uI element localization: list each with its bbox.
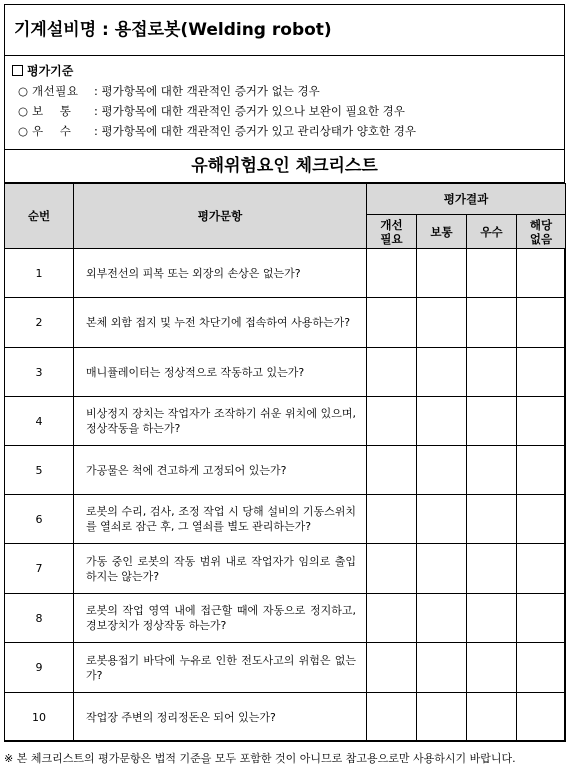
criteria-section (4, 56, 565, 150)
criteria-heading (12, 62, 73, 80)
result-cell-needs-improvement[interactable] (367, 397, 417, 446)
row-question: 로봇용접기 바닥에 누유로 인한 전도사고의 위험은 없는가? (74, 643, 367, 693)
result-cell-excellent[interactable] (467, 298, 517, 348)
row-number: 4 (5, 397, 74, 446)
result-cell-needs-improvement[interactable] (367, 249, 417, 298)
table-row (5, 544, 566, 594)
criteria-label: 개선필요 (32, 84, 79, 98)
row-number: 7 (5, 544, 74, 594)
result-cell-not-applicable[interactable] (517, 495, 566, 544)
row-number: 1 (5, 249, 74, 298)
header-no: 순번 (5, 184, 74, 249)
table-row (5, 298, 566, 348)
criteria-desc: : 평가항목에 대한 객관적인 증거가 없는 경우 (94, 84, 320, 98)
table-row (5, 693, 566, 742)
row-number: 6 (5, 495, 74, 544)
result-cell-not-applicable[interactable] (517, 643, 566, 693)
table-row (5, 495, 566, 544)
result-cell-normal[interactable] (417, 249, 467, 298)
result-cell-normal[interactable] (417, 594, 467, 643)
table-row (5, 249, 566, 298)
result-cell-needs-improvement[interactable] (367, 348, 417, 397)
result-cell-excellent[interactable] (467, 495, 517, 544)
row-number: 8 (5, 594, 74, 643)
result-cell-normal[interactable] (417, 298, 467, 348)
criteria-label: 우 수 (32, 124, 72, 138)
result-cell-excellent[interactable] (467, 348, 517, 397)
header-excellent: 우수 (467, 215, 517, 249)
checklist-table (4, 183, 566, 742)
result-cell-normal[interactable] (417, 348, 467, 397)
criteria-desc: : 평가항목에 대한 객관적인 증거가 있으나 보완이 필요한 경우 (94, 104, 405, 118)
result-cell-not-applicable[interactable] (517, 298, 566, 348)
result-cell-excellent[interactable] (467, 544, 517, 594)
row-question: 작업장 주변의 정리정돈은 되어 있는가? (74, 693, 367, 742)
row-question: 본체 외함 접지 및 누전 차단기에 접속하여 사용하는가? (74, 298, 367, 348)
header-not-applicable: 해당 없음 (517, 215, 566, 249)
row-question: 가동 중인 로봇의 작동 범위 내로 작업자가 임의로 출입하지는 않는가? (74, 544, 367, 594)
result-cell-needs-improvement[interactable] (367, 298, 417, 348)
result-cell-excellent[interactable] (467, 446, 517, 495)
criteria-item (18, 102, 405, 120)
square-bullet-icon (12, 65, 23, 76)
table-row (5, 594, 566, 643)
result-cell-not-applicable[interactable] (517, 348, 566, 397)
header-item: 평가문항 (74, 184, 367, 249)
checklist-title: 유해위험요인 체크리스트 (4, 150, 565, 183)
circle-bullet-icon: ○ (18, 124, 29, 138)
result-cell-normal[interactable] (417, 397, 467, 446)
row-question: 비상정지 장치는 작업자가 조작하기 쉬운 위치에 있으며, 정상작동을 하는가? (74, 397, 367, 446)
result-cell-not-applicable[interactable] (517, 544, 566, 594)
criteria-desc: : 평가항목에 대한 객관적인 증거가 있고 관리상태가 양호한 경우 (94, 124, 416, 138)
row-number: 2 (5, 298, 74, 348)
header-result: 평가결과 (367, 184, 566, 215)
result-cell-excellent[interactable] (467, 643, 517, 693)
row-question: 외부전선의 피복 또는 외장의 손상은 없는가? (74, 249, 367, 298)
criteria-item (18, 82, 320, 100)
row-question: 로봇의 수리, 검사, 조정 작업 시 당해 설비의 기동스위치를 열쇠로 잠근 후, 그 열쇠를 별도 관리하는가? (74, 495, 367, 544)
row-number: 10 (5, 693, 74, 742)
result-cell-not-applicable[interactable] (517, 594, 566, 643)
result-cell-not-applicable[interactable] (517, 249, 566, 298)
document-title: 기계설비명 : 용접로봇(Welding robot) (4, 4, 565, 56)
result-cell-excellent[interactable] (467, 594, 517, 643)
result-cell-needs-improvement[interactable] (367, 446, 417, 495)
row-question: 매니퓰레이터는 정상적으로 작동하고 있는가? (74, 348, 367, 397)
result-cell-excellent[interactable] (467, 397, 517, 446)
result-cell-needs-improvement[interactable] (367, 495, 417, 544)
table-row (5, 446, 566, 495)
row-number: 3 (5, 348, 74, 397)
criteria-heading-text: 평가기준 (27, 64, 74, 78)
criteria-item (18, 122, 416, 140)
result-cell-needs-improvement[interactable] (367, 643, 417, 693)
row-question: 로봇의 작업 영역 내에 접근할 때에 자동으로 정지하고, 경보장치가 정상작동 하는가? (74, 594, 367, 643)
criteria-label: 보 통 (32, 104, 72, 118)
result-cell-not-applicable[interactable] (517, 446, 566, 495)
result-cell-not-applicable[interactable] (517, 693, 566, 742)
footnote: ※ 본 체크리스트의 평가문항은 법적 기준을 모두 포함한 것이 아니므로 참고용으로만 사용하시기 바랍니다. (4, 752, 516, 765)
row-question: 가공물은 척에 견고하게 고정되어 있는가? (74, 446, 367, 495)
result-cell-needs-improvement[interactable] (367, 594, 417, 643)
circle-bullet-icon: ○ (18, 104, 29, 118)
header-needs-improvement: 개선 필요 (367, 215, 417, 249)
header-normal: 보통 (417, 215, 467, 249)
table-row (5, 397, 566, 446)
result-cell-normal[interactable] (417, 495, 467, 544)
row-number: 9 (5, 643, 74, 693)
row-number: 5 (5, 446, 74, 495)
result-cell-needs-improvement[interactable] (367, 693, 417, 742)
table-row (5, 348, 566, 397)
result-cell-normal[interactable] (417, 693, 467, 742)
result-cell-normal[interactable] (417, 643, 467, 693)
result-cell-excellent[interactable] (467, 249, 517, 298)
table-row (5, 643, 566, 693)
circle-bullet-icon: ○ (18, 84, 29, 98)
result-cell-normal[interactable] (417, 446, 467, 495)
result-cell-excellent[interactable] (467, 693, 517, 742)
result-cell-normal[interactable] (417, 544, 467, 594)
result-cell-not-applicable[interactable] (517, 397, 566, 446)
result-cell-needs-improvement[interactable] (367, 544, 417, 594)
